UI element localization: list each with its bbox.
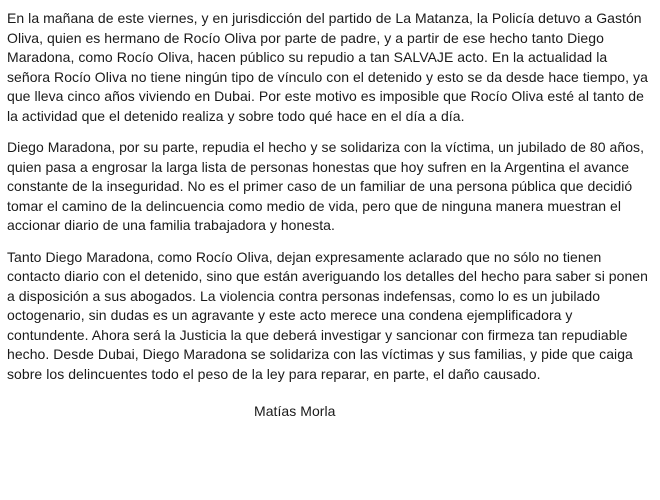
paragraph-3: Tanto Diego Maradona, como Rocío Oliva, dejan expresamente aclarado que no sólo no tienen contacto diario con el detenido, sino que están averiguando los detalles del hecho para saber si ponen a disposición a sus abogados. La violencia contra personas indefensas, como lo es un jubilado octogenario, sin dudas es un agravante y este acto merece una condena ejemplificadora y contundente. Ahora será la Justicia la que deberá investigar y sancionar con firmeza tan repudiable hecho. Desde Dubai, Diego Maradona se solidariza con las víctimas y sus familias, y pide que caiga sobre los delincuentes todo el peso de la ley para reparar, en parte, el daño causado. — [7, 248, 648, 382]
document-body — [7, 9, 653, 422]
paragraph-1: En la mañana de este viernes, y en jurisdicción del partido de La Matanza, la Policía detuvo a Gastón Oliva, quien es hermano de Rocío Oliva por parte de padre, y a partir de ese hecho tanto Diego Maradona, como Rocío Oliva, hacen público su repudio a tan SALVAJE acto. En la actualidad la señora Rocío Oliva no tiene ningún tipo de vínculo con el detenido y esto se da desde hace tiempo, ya que lleva cinco años viviendo en Dubai. Por este motivo es imposible que Rocío Oliva esté al tanto de la actividad que el detenido realiza y sobre todo qué hace en el día a día. — [7, 10, 648, 124]
signature: Matías Morla — [254, 403, 336, 419]
paragraph-2: Diego Maradona, por su parte, repudia el hecho y se solidariza con la víctima, un jubilado de 80 años, quien pasa a engrosar la larga lista de personas honestas que hoy sufren en la Argentina el avance constante de la inseguridad. No es el primer caso de un familiar de una persona pública que decidió tomar el camino de la delincuencia como medio de vida, pero que de ninguna manera muestran el accionar diario de una familia trabajadora y honesta. — [7, 139, 645, 233]
